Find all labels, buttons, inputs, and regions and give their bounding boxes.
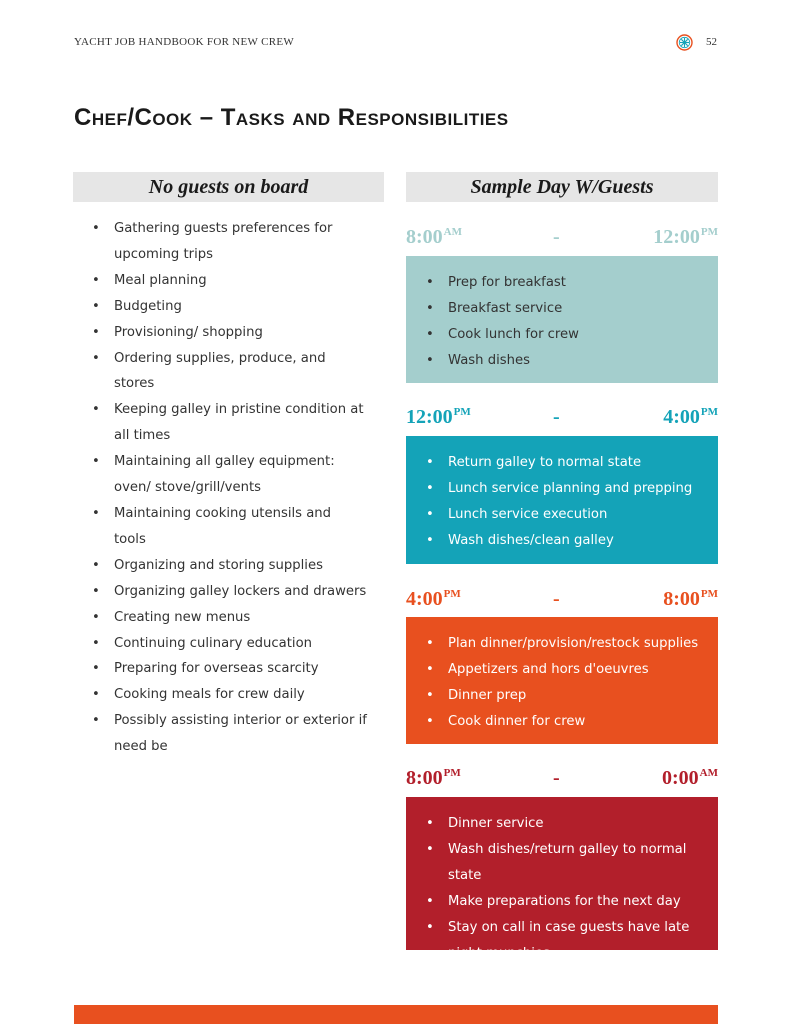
list-item: • Organizing and storing supplies [92, 553, 367, 579]
list-item: • Provisioning/ shopping [92, 320, 367, 346]
compass-rose-icon [676, 34, 693, 51]
list-item: • Cook dinner for crew [426, 709, 718, 735]
footer-bar [74, 1005, 718, 1024]
left-column-heading: No guests on board [73, 172, 384, 202]
list-item: • Possibly assisting interior or exterior if need be [92, 708, 367, 760]
schedule-box-midday [406, 436, 718, 564]
list-item: • Continuing culinary education [92, 631, 367, 657]
schedule-box-afternoon [406, 617, 718, 744]
list-item: • Prep for breakfast [426, 270, 718, 296]
schedule-box-evening [406, 797, 718, 961]
list-item: • Wash dishes [426, 348, 718, 374]
page-title: Chef/Cook – Tasks and Responsibilities [74, 104, 509, 131]
header-title: YACHT JOB HANDBOOK FOR NEW CREW [74, 36, 295, 48]
list-item: • Maintaining cooking utensils and tools [92, 501, 367, 553]
time-dash: - [553, 406, 560, 428]
list-item: • Gathering guests preferences for upcoming trips [92, 216, 367, 268]
time-range-afternoon [406, 588, 718, 616]
start-time: $8:00^{AM}$ [406, 226, 462, 248]
time-range-evening [406, 767, 718, 795]
list-item: • Maintaining all galley equipment: oven/ stove/grill/vents [92, 449, 367, 501]
page-number: 52 [706, 36, 717, 48]
right-column-heading: Sample Day W/Guests [406, 172, 718, 202]
start-time: $4:00^{PM}$ [406, 588, 461, 610]
end-time: $4:00^{PM}$ [663, 406, 718, 428]
list-item: • Wash dishes/clean galley [426, 528, 718, 554]
start-time: $8:00^{PM}$ [406, 767, 461, 789]
list-item: • Lunch service planning and prepping [426, 476, 718, 502]
list-item: • Return galley to normal state [426, 450, 718, 476]
list-item: • Meal planning [92, 268, 367, 294]
list-item: • Make preparations for the next day [426, 889, 718, 915]
list-item: • Cook lunch for crew [426, 322, 718, 348]
list-item: • Preparing for overseas scarcity [92, 656, 367, 682]
end-time: $8:00^{PM}$ [663, 588, 718, 610]
list-item: • Ordering supplies, produce, and stores [92, 346, 367, 398]
list-item: • Stay on call in case guests have late night munchies [426, 915, 718, 967]
list-item: • Dinner service [426, 811, 718, 837]
list-item: • Dinner prep [426, 683, 718, 709]
time-dash: - [553, 226, 560, 248]
start-time: $12:00^{PM}$ [406, 406, 471, 428]
time-dash: - [553, 767, 560, 789]
list-item: • Cooking meals for crew daily [92, 682, 367, 708]
list-item: • Appetizers and hors d'oeuvres [426, 657, 718, 683]
list-item: • Lunch service execution [426, 502, 718, 528]
end-time: $12:00^{PM}$ [653, 226, 718, 248]
time-range-midday [406, 406, 718, 434]
end-time: $0:00^{AM}$ [662, 767, 718, 789]
list-item: • Keeping galley in pristine condition at all times [92, 397, 367, 449]
list-item: • Creating new menus [92, 605, 367, 631]
list-item: • Wash dishes/return galley to normal state [426, 837, 718, 889]
time-range-morning [406, 226, 718, 254]
schedule-box-morning [406, 256, 718, 383]
list-item: • Breakfast service [426, 296, 718, 322]
list-item: • Organizing galley lockers and drawers [92, 579, 367, 605]
list-item: • Plan dinner/provision/restock supplies [426, 631, 718, 657]
list-item: • Budgeting [92, 294, 367, 320]
time-dash: - [553, 588, 560, 610]
tasks-list [92, 216, 367, 760]
